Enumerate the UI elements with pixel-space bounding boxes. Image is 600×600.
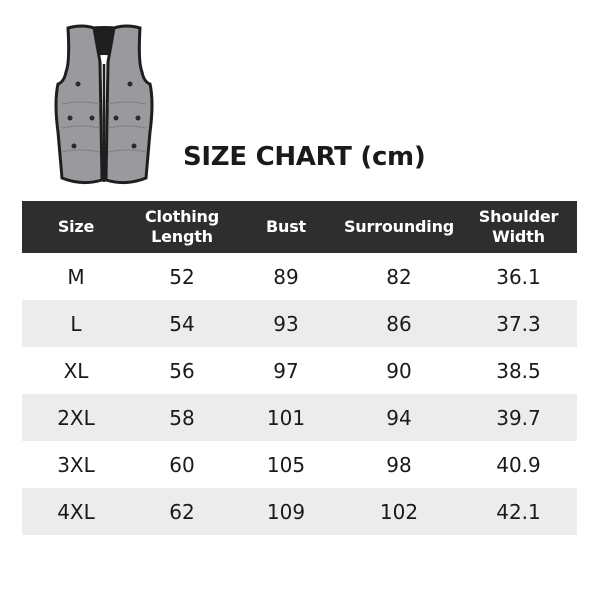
cell-length: 60 [169, 452, 195, 477]
cell-shoulder: 39.7 [460, 394, 577, 441]
cell-shoulder: 40.9 [496, 452, 541, 477]
cell-shoulder: 36.1 [496, 264, 541, 289]
cell-length: 54 [130, 300, 234, 347]
cell-size: XL [63, 358, 89, 383]
vest-product-image [48, 22, 160, 190]
cell-size: M [67, 264, 85, 289]
cell-length: 58 [130, 394, 234, 441]
table-header-row [22, 201, 577, 253]
cell-length: 56 [169, 358, 195, 383]
cell-surrounding: 90 [386, 358, 412, 383]
cell-size: L [22, 300, 130, 347]
cell-length: 62 [130, 488, 234, 535]
cell-shoulder: 42.1 [460, 488, 577, 535]
cell-surrounding: 102 [338, 488, 460, 535]
cell-bust: 97 [273, 358, 299, 383]
table-row [22, 441, 577, 488]
header-size: Size [22, 201, 130, 253]
table-row [22, 300, 577, 347]
table-row [22, 347, 577, 394]
cell-shoulder: 38.5 [496, 358, 541, 383]
cell-surrounding: 98 [386, 452, 412, 477]
page-title: SIZE CHART (cm) [183, 142, 426, 172]
header-surrounding: Surrounding [338, 201, 460, 253]
header-clothing-length: Clothing Length [130, 201, 234, 253]
cell-size: 3XL [57, 452, 95, 477]
cell-surrounding: 94 [338, 394, 460, 441]
cell-bust: 93 [234, 300, 338, 347]
table-row [22, 488, 577, 535]
cell-bust: 89 [273, 264, 299, 289]
cell-length: 52 [169, 264, 195, 289]
cell-bust: 105 [266, 452, 306, 477]
cell-surrounding: 82 [386, 264, 412, 289]
cell-shoulder: 37.3 [460, 300, 577, 347]
cell-size: 4XL [22, 488, 130, 535]
cell-bust: 109 [234, 488, 338, 535]
cell-surrounding: 86 [338, 300, 460, 347]
cell-size: 2XL [22, 394, 130, 441]
table-row [22, 253, 577, 300]
header-bust: Bust [234, 201, 338, 253]
size-chart-table [22, 201, 577, 535]
header-shoulder-width: Shoulder Width [460, 201, 577, 253]
table-row [22, 394, 577, 441]
cell-bust: 101 [234, 394, 338, 441]
